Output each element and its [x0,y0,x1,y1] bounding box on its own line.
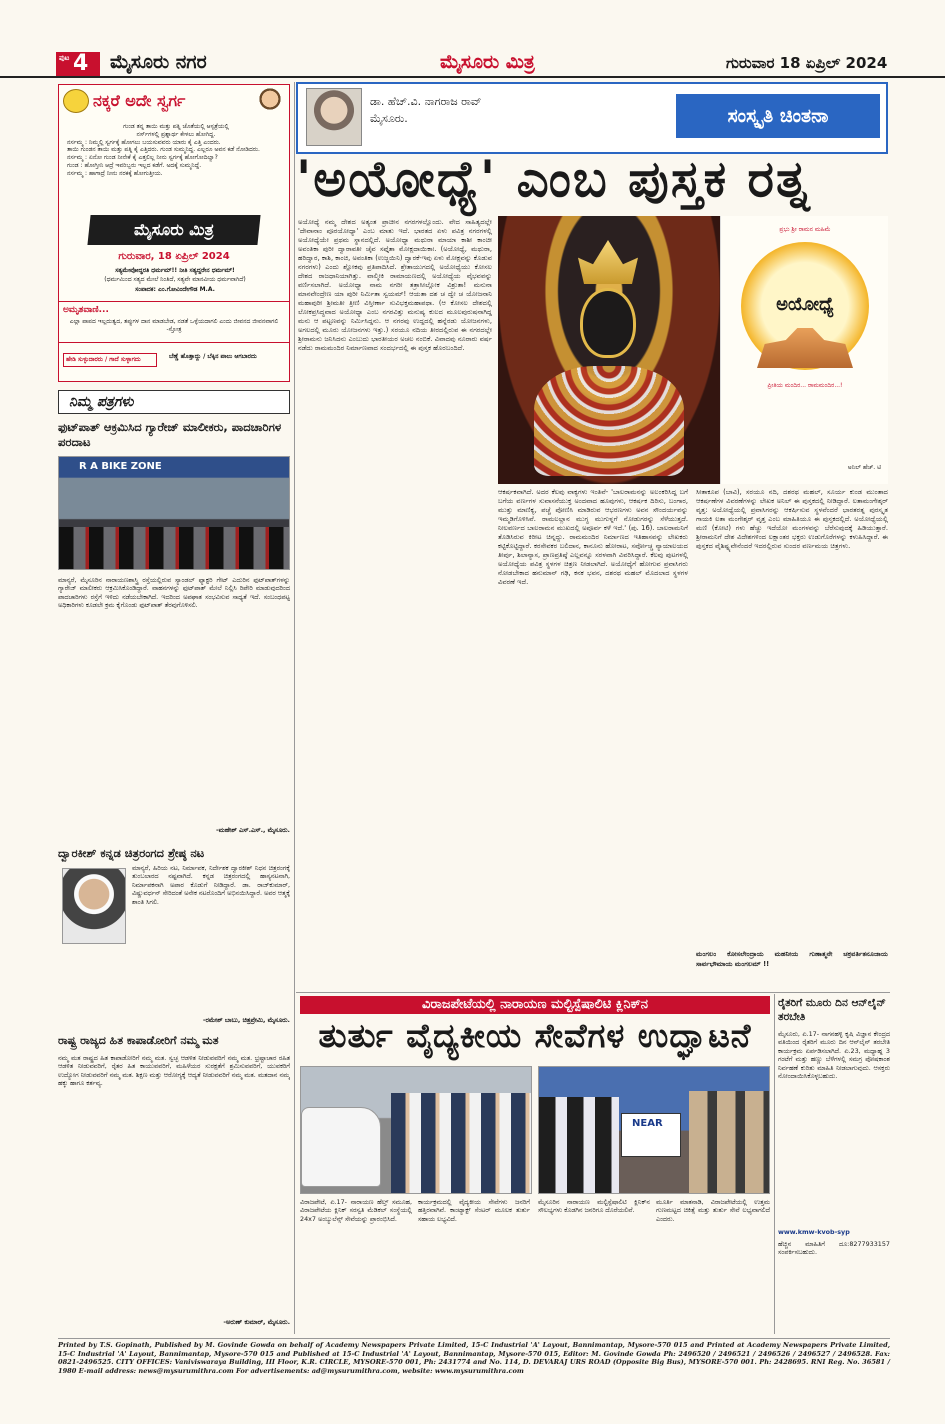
dwarakish-photo [62,868,126,944]
article-closing: ಮಂಗಲಂ ಕೋಸಲೇಂದ್ರಾಯ ಮಹನೀಯ ಗುಣಾತ್ಮನೇ ಚಕ್ರವರ್ತಿತನೂಜಾಯ ಸಾರ್ವಭೌಮಾಯ ಮಂಗಲಮ್ !! [696,950,888,968]
book-top-text: ಪ್ರಭು ಶ್ರೀ ರಾಮನ ಮಹಿಮೆ [779,226,831,233]
masthead-box-name: ಮೈಸೂರು ಮಿತ್ರ [133,220,215,239]
masthead-box-editor: ಸಂಪಾದಕ: ಎಂ.ಗೋವಿಂದೇಗೌಡ M.A. [135,286,215,293]
book-cover [720,216,888,484]
book-title: ಅಯೋಧ್ಯೆ [776,294,834,315]
page-number: 4 [73,51,89,76]
author-city: ಮೈಸೂರು. [370,112,408,125]
section-tag: ಸಂಸ್ಕೃತಿ ಚಿಂತನಾ [676,94,880,138]
paper-date: ಗುರುವಾರ 18 ಏಪ್ರಿಲ್ 2024 [726,54,888,72]
humor-line: ಗುಂಡ ತನ್ನ ತಾಯಿ ಮತ್ತು ಪತ್ನಿ ಜೊತೆಯಲ್ಲಿ ಆಸ್ಪತ್ರೆಯಲ್ಲಿ [123,123,229,130]
people-group-2 [539,1097,619,1194]
proverb-right: ಬೆಣ್ಣೆ ಹೊತ್ತಾದ್ದು / ಬೆಕ್ಕಿನ ಪಾಲು ಆಗಬಾರದು [169,353,257,360]
farmers-headline: ರೈತರಿಗೆ ಮೂರು ದಿನ ಆನ್‌ಲೈನ್ ತರಬೇತಿ [778,997,886,1023]
cartoon-icon [255,87,285,117]
smiley-icon [63,89,89,113]
clinic-photo-inauguration [538,1066,770,1194]
page-word: ಪುಟ [59,54,70,62]
garland-shape [534,366,684,476]
page-number-badge [56,52,100,76]
crown-shape [578,240,638,284]
near-board [621,1113,681,1157]
clinic-col-2: ಕಾರ್ಯಕ್ರಮದಲ್ಲಿ ವೈದ್ಯಕೀಯ ಸೇವೆಗಳು ಜನರಿಗೆ ಹತ್ತಿರವಾಗಿವೆ. ಕಾಂಟ್ಯಾಕ್ಟ್ ಸೆಂಟರ್ ಮೂಲಕ ತುರ್ತು ಸಹಾಯ ಲಭ್ಯವಿದೆ. [418,1198,530,1223]
paper-name: ಮೈಸೂರು ಮಿತ್ರ [440,51,535,73]
people-group-3 [689,1091,770,1194]
farmers-body: ಮೈಸೂರು, ಏ.17- ನಾಗನಹಳ್ಳಿ ಕೃಷಿ ವಿಜ್ಞಾನ ಕೇಂದ್ರದ ವತಿಯಿಂದ ರೈತರಿಗೆ ಮೂರು ದಿನ ಆನ್‌ಲೈನ್ ತರಬೇತಿ ಕಾರ್ಯಕ್ರಮ ಏರ್ಪಡಿಸಲಾಗಿದೆ. ಏ.23, ಮಧ್ಯಾಹ್ನ 3 ಗಂಟೆಗೆ ಮತ್ತು ಹಣ್ಣು ಬೆಳೆಗಳಲ್ಲಿ ಸಮಗ್ರ ಪೋಷಕಾಂಶ ನಿರ್ವಹಣೆ ಕುರಿತು ಮಾಹಿತಿ ನೀಡಲಾಗುವುದು. ಆಸಕ್ತರು ನೋಂದಾಯಿಸಿಕೊಳ್ಳಬಹುದು. [778,1030,890,1081]
letters-section-label: ನಿಮ್ಮ ಪತ್ರಗಳು [69,394,134,410]
masthead-box-line1: ಸತ್ಯಮೇವೋದ್ಧರತಿ ಧರ್ಮಮ್!! ನೀತಿ ಸತ್ಯದ್ದರೇನ ಧರ್ಮಮ್! [115,267,235,274]
idol-face [580,288,636,358]
farmers-contact: ಹೆಚ್ಚಿನ ಮಾಹಿತಿಗೆ ದೂ:8277933157 ಸಂಪರ್ಕಿಸಬಹುದು. [778,1240,890,1257]
ram-lalla-idol-image [498,216,720,484]
author-info [370,93,481,127]
ambulance-shape [301,1107,381,1187]
letters-section-title [58,390,290,414]
letter-body-1: ಮಾನ್ಯರೆ, ಮೈಸೂರಿನ ನಾರಾಯಣಶಾಸ್ತ್ರಿ ರಸ್ತೆಯಲ್ಲಿರುವ ಸ್ಯಾಂಡಲ್ ಫ್ಯಾಕ್ಟರಿ ಗೇಟ್ ಎದುರಿನ ಫುಟ್‌ಪಾತ್‌ಗಳನ್ನು ಗ್ಯಾರೇಜ್ ಮಾಲೀಕರು ಆಕ್ರಮಿಸಿಕೊಂಡಿದ್ದಾರೆ. ವಾಹನಗಳನ್ನು ಫುಟ್‌ಪಾತ್ ಮೇಲೆ ನಿಲ್ಲಿಸಿ ರಿಪೇರಿ ಮಾಡುವುದರಿಂದ ಪಾದಚಾರಿಗಳು ರಸ್ತೆಗೆ ಇಳಿದು ನಡೆಯಬೇಕಾಗಿದೆ. ಇದರಿಂದ ಅಪಘಾತ ಸಂಭವಿಸುವ ಸಾಧ್ಯತೆ ಇದೆ. ಸಂಬಂಧಪಟ್ಟ ಅಧಿಕಾರಿಗಳು ಕೂಡಲೇ ಕ್ರಮ ಕೈಗೊಂಡು ಫುಟ್‌ಪಾತ್ ತೆರವುಗೊಳಿಸಲಿ. [58,576,290,610]
clinic-col-1: ವಿರಾಜಪೇಟೆ, ಏ.17- ನಾರಾಯಣ ಹೆಲ್ತ್ ಸಮೂಹ, ವಿರಾಜಪೇಟೆಯ ಕ್ಲಿನಿಕ್ ಸರಸ್ವತಿ ಮೆಡಿಕಲ್ ಸಂಸ್ಥೆಯಲ್ಲಿ 24x7 ಅಂಬ್ಯುಲೆನ್ಸ್ ಸೇವೆಯನ್ನು ಪ್ರಾರಂಭಿಸಿದೆ. [300,1198,412,1223]
clinic-headline: ತುರ್ತು ವೈದ್ಯಕೀಯ ಸೇವೆಗಳ ಉದ್ಘಾಟನೆ [318,1016,752,1055]
amrutavani-title: ಅಮೃತವಾಣಿ... [63,305,109,315]
letter-sign-2: -ರಮೇಶ್ ಬಾಬು, ಚಿತ್ರಪ್ರೇಮಿ, ಮೈಸೂರು. [202,1016,290,1024]
clinic-col-3: ಮೈಸೂರಿನ ನಾರಾಯಣ ಮಲ್ಟಿಸ್ಪೆಷಾಲಿಟಿ ಕ್ಲಿನಿಕ್‌ನ ಸೌಲಭ್ಯಗಳು ಕೊಡಗಿನ ಜನರಿಗೂ ದೊರೆಯಲಿವೆ. [538,1198,650,1215]
proverb-left: ಹೇಡಿ ಸುಳ್ಳುದಾರರು / ಗಾದೆ ಸುಳ್ಳಾಗದು [63,353,157,367]
clinic-col-4: ಮೂರ್ತಿ ಮಾತನಾಡಿ, ವಿರಾಜಪೇಟೆಯಲ್ಲಿ ಉತ್ತಮ ಗುಣಮಟ್ಟದ ಚಿಕಿತ್ಸೆ ಮತ್ತು ತುರ್ತು ಸೇವೆ ಲಭ್ಯವಾಗಲಿದೆ ಎಂದರು. [656,1198,770,1223]
garage-sign: R A BIKE ZONE [79,461,162,472]
letter-body-2: ಮಾನ್ಯರೆ, ಹಿರಿಯ ನಟ, ನಿರ್ಮಾಪಕ, ನಿರ್ದೇಶಕ ದ್ವಾರಕೀಶ್ ನಿಧನ ಚಿತ್ರರಂಗಕ್ಕೆ ತುಂಬಲಾರದ ನಷ್ಟವಾಗಿದೆ. ಕನ್ನಡ ಚಿತ್ರರಂಗದಲ್ಲಿ ಹಾಸ್ಯನಟನಾಗಿ, ನಿರ್ಮಾಪಕನಾಗಿ ಅಪಾರ ಕೊಡುಗೆ ನೀಡಿದ್ದಾರೆ. ಡಾ. ರಾಜ್‌ಕುಮಾರ್, ವಿಷ್ಣುವರ್ಧನ್ ಸೇರಿದಂತೆ ಅನೇಕ ನಟರೊಂದಿಗೆ ಅಭಿನಯಿಸಿದ್ದಾರೆ. ಅವರ ಆತ್ಮಕ್ಕೆ ಶಾಂತಿ ಸಿಗಲಿ. [132,864,290,906]
humor-line: ಗುಂಡ : ಹೋಗ್ತೀನಿ ಆದ್ರೆ ಇವರಿಬ್ಬರು ಇಲ್ಲದ ಕಡೆಗೆ. ಅದಕ್ಕೆ ಸುಮ್ಮನಿದ್ದೆ. [67,161,202,169]
masthead-box [87,215,260,245]
bike-shapes [59,527,290,570]
humor-box [58,84,290,382]
farmers-link[interactable]: www.kmw-kvob-syp [778,1228,850,1236]
humor-line: ನರ್ಸ್‌ಗಳಲ್ಲಿ ಪ್ರಶ್ನಾರ್ಥ ಕೇಳಲು ಹೋಗಿದ್ದ. [136,130,216,138]
book-author: ಅನಿಲ್ ಹೆಚ್. ಟಿ [847,464,881,471]
article-col-2: ಆಕರ್ಷಕವಾಗಿದೆ. ಅದರ ಕೆಲವು ವಾಕ್ಯಗಳು ಇಂತಿವೆ- 'ಬಾಲರಾಮನನ್ನು ಅಲಂಕರಿಸಿದ್ದ ಬಗೆ ಬಗೆಯ ವರ್ಣಗಳ ಸುವಾಸನೆಯುಕ್ತ ಅಂದವಾದ ಹೂವುಗಳು, ಆಕರ್ಷಕ ದಿರಿಸು, ಬಂಗಾರ, ಮುತ್ತು ಮಾಣಿಕ್ಯ, ಪಚ್ಚೆ ಪೋಣಿಸಿ ಮಾಡಿರುವ ಆಭರಣಗಳು ಅವನ ಸೌಂದರ್ಯವನ್ನು ಇಮ್ಮಡಿಗೊಳಿಸಿವೆ. ರಾಮಲಲ್ಲಾನ ಮುಗ್ಧ ಮುಗುಳ್ನಗೆ ನೋಡುಗರನ್ನು ಸೆಳೆಯುತ್ತದೆ. ನೀಲವರ್ಣದ ಬಾಲರಾಮನ ಮುಖದಲ್ಲಿ ಅಪೂರ್ವ ಕಳೆ ಇದೆ.' (ಪು. 16). ಬಾಲರಾಮನಿಗೆ ತೊಡಿಸಿರುವ ಕಿರೀಟ ಚಿನ್ನದ್ದು. ರಾಮಮಂದಿರ ನಿರ್ಮಾಣದ ಇತಿಹಾಸವನ್ನು ಲೇಖಕರು ಕಟ್ಟಿಕೊಟ್ಟಿದ್ದಾರೆ. ಕರಸೇವಕರ ಬಲಿದಾನ, ಕಾನೂನು ಹೋರಾಟ, ಸರ್ವೋಚ್ಚ ನ್ಯಾಯಾಲಯದ ತೀರ್ಪು, ಶಿಲಾನ್ಯಾಸ, ಪ್ರಾಣಪ್ರತಿಷ್ಠೆ ಎಲ್ಲವನ್ನೂ ಸರಳವಾಗಿ ವಿವರಿಸಿದ್ದಾರೆ. ಕೆಲವು ಪುಟಗಳಲ್ಲಿ ಅಯೋಧ್ಯೆಯ ಪವಿತ್ರ ಸ್ಥಳಗಳ ಚಿತ್ರಣ ನೀಡಲಾಗಿದೆ. ಅಯೋಧ್ಯೆಗೆ ಹೋಗುವ ಪ್ರವಾಸಿಗರು ನೋಡಬೇಕಾದ ಹನುಮಾನ್ ಗಢಿ, ಕನಕ ಭವನ, ದಶರಥ ಮಹಲ್ ಮೊದಲಾದ ಸ್ಥಳಗಳ ವಿವರಣೆ ಇದೆ. [498,488,688,586]
amrutavani-box [59,301,289,343]
humor-line: ತಾಯಿ ಗುಂಡನ ತಾಯಿ ಮತ್ತು ಪತ್ನಿ ಕೈ ಎತ್ತಿದರು. ಗುಂಡ ಸುಮ್ಮನಿದ್ದ. ಎಲ್ಲರೂ ಅವನ ಕಡೆ ನೋಡಿದರು. [67,146,260,154]
article-headline: 'ಅಯೋಧ್ಯೆ' ಎಂಬ ಪುಸ್ತಕ ರತ್ನ [296,150,812,208]
imprint-footer: Printed by T.S. Gopinath, Published by M. Govinde Gowda on behalf of Academy Newspapers Private Limited, 15-C Industrial 'A' Layout, Bannimantap, Mysore-570 015 and Printed at Academy Newspapers Private Limited, 15-C Industrial 'A' Layout, Bannimantap, Mysore-570 015 and Published at 15-C Industrial 'A' Layout, Bannimantap, Mysore-570 015, Editor: M. Govinde Gowda Ph: 2496520 / 2496521 / 2496526 / 2496527 / 2496528. Fax: 0821-2496525. CITY OFFICES: Vaniviswaraya Building, III Floor, K.R. CIRCLE, MYSORE-570 001, Ph: 2431774 and No. 114, D. DEVARAJ URS ROAD (Opposite Big Bus), MYSORE-570 001. Ph: 2428695. RNI Reg. No. 36581 / 1980 E-mail address: news@mysurumithra.com For advertisements: ad@mysurumithra.com, website: www.mysurumithra.com [58,1338,890,1375]
near-label: NEAR [632,1118,663,1129]
amrutavani-text: ಎಲ್ಲಾ ಪಾಪದ ಇಲ್ಲದುತ್ವದ, ತಪ್ಪುಗಳ ದಾನ ಮಾಡಬೇಡ, ನಡತೆ ಒಳ್ಳೆಯದಾಗಲಿ ಎಂದು ಜೀವನದ ಜೀವನವಾಗಲಿ -ಸ್ತೋತ್ರ [69,318,279,333]
masthead-box-line2: (ಧರ್ಮಮಿಂದ ಸತ್ಯದ ಮೇಲೆ ನಿಂತಿದೆ, ಸತ್ಯವೇ ಮಾನವೀಯ ಧರ್ಮವಾಗಿದೆ) [104,276,246,283]
article-col-1: ಅಯೋಧ್ಯೆ ನಮ್ಮ ದೇಶದ ಅತ್ಯಂತ ಪ್ರಾಚೀನ ನಗರಗಳಲ್ಲೊಂದು. ವೇದ ಸಾಹಿತ್ಯದಲ್ಲೇ 'ದೇವಾನಾಂ ಪೂರಯೋಧ್ಯಾ' ಎಂಬ ಮಾತು ಇದೆ. ಭಾರತದ ಏಳು ಪವಿತ್ರ ನಗರಗಳಲ್ಲಿ ಅಯೋಧ್ಯೆಯೇ ಪ್ರಥಮ ಸ್ಥಾನದಲ್ಲಿದೆ. ಅಯೋಧ್ಯಾ ಮಥುರಾ ಮಾಯಾ ಕಾಶೀ ಕಾಂಚೀ ಅವಂತಿಕಾ ಪುರೀ ದ್ವಾರಾವತೀ ಚೈವ ಸಪ್ತೈತಾ ಮೋಕ್ಷದಾಯಿಕಾಃ. (ಅಯೋಧ್ಯೆ, ಮಥುರಾ, ಹರಿದ್ವಾರ, ಕಾಶಿ, ಕಾಂಚಿ, ಅವಂತಿಕಾ (ಉಜ್ಜಯಿನಿ) ದ್ವಾರಕೆ-ಇವು ಏಳು ಮೋಕ್ಷವನ್ನು ಕೊಡುವ ನಗರಗಳು) ಎಂದು ಶ್ಲೋಕವು ಪ್ರತಿಪಾದಿಸಿದೆ. ಶ್ರೇತಾಯುಗದಲ್ಲಿ ಅಯೋಧ್ಯೆಯು ಕೋಸಲ ದೇಶದ ರಾಜಧಾನಿಯಾಗಿತ್ತು. ವಾಲ್ಮೀಕಿ ರಾಮಾಯಣದಲ್ಲಿ ಅಯೋಧ್ಯೆಯ ವೈಭವವನ್ನು ವರ್ಣಿಸಲಾಗಿದೆ. ಅಯೋಧ್ಯಾ ನಾಮ ನಗರೀ ತತ್ರಾಸೀಲ್ಲೋಕ ವಿಶ್ರುತಾ! ಮನುನಾ ಮಾನವೇಂದ್ರೇಣ ಯಾ ಪುರೀ ನಿರ್ಮಿತಾ ಸ್ವಯಮ್! ಆಯತಾ ದಶ ಚ ದ್ವೇ ಚ ಯೋಜನಾನಿ ಮಹಾಪುರೀ ಶ್ರೀಮತೀ ತ್ರೀಣಿ ವಿಸ್ತೀರ್ಣಾ ಸುವಿಭಕ್ತಮಹಾಪಥಾ. (ಆ ಕೋಸಲ ದೇಶದಲ್ಲಿ ಲೋಕಪ್ರಸಿದ್ಧವಾದ ಅಯೋಧ್ಯಾ ಎಂಬ ನಗರವಿತ್ತು ಮನುಷ್ಯ ಕುಲದ ಮೂಲಪುರುಷನಾಗಿದ್ದ ಮನು ಆ ಪಟ್ಟಣವನ್ನು ನಿರ್ಮಿಸಿದ್ದನು. ಆ ನಗರವು ಉದ್ದದಲ್ಲಿ ಹನ್ನೆರಡು ಯೋಜನಗಳು, ಅಗಲದಲ್ಲಿ ಮೂರು ಯೋಜನಗಳು ಇತ್ತು.) ಸರಯೂ ನದಿಯ ತೀರದಲ್ಲಿರುವ ಈ ನಗರದಲ್ಲೇ ಶ್ರೀರಾಮನು ಜನಿಸಿದನು ಎಂಬುದು ಭಾರತೀಯರ ಅಚಲ ನಂಬಿಕೆ. ವಿವಾದವು ನೂರಾರು ವರ್ಷ ನಡೆದು ರಾಮಮಂದಿರ ನಿರ್ಮಾಣವಾದ ಸಂದರ್ಭದಲ್ಲಿ ಈ ಪುಸ್ತಕ ಹೊರಬಂದಿದೆ. [298,218,492,352]
book-subtitle: ಪ್ರೀತಿಯ ಮಂದಿರ... ರಾಮಮಂದಿರ...! [767,382,843,389]
row-divider [296,992,890,993]
section-name: ಮೈಸೂರು ನಗರ [110,51,207,73]
masthead-box-date: ಗುರುವಾರ, 18 ಏಪ್ರಿಲ್ 2024 [118,251,230,262]
column-divider [294,82,295,1334]
garage-photo [58,456,290,570]
clinic-kicker: ವಿರಾಜಪೇಟೆಯಲ್ಲಿ ನಾರಾಯಣ ಮಲ್ಟಿಸ್ಪೆಷಾಲಿಟಿ ಕ್ಲಿನಿಕ್‌ನ [300,996,770,1014]
humor-line: ನರ್ಸಮ್ಮ : ಹಾಗಾದ್ರೆ ನೀನು ನರಕಕ್ಕೆ ಹೋಗುತ್ತೀಯ. [67,169,163,177]
humor-title: ನಕ್ಕರೆ ಅದೇ ಸ್ವರ್ಗ [93,91,186,110]
article-col-3: ಸೀತಾಕೂಪ (ಬಾವಿ), ಸರಯೂ ನದಿ, ದಶರಥ ಮಹಲ್, ಸೂರ್ಯ ಕುಂಡ ಮುಂತಾದ ಆಕರ್ಷಣೆಗಳ ವಿವರಣೆಗಳನ್ನು ಲೇಖಕ ಅನಿಲ್ ಈ ಪುಸ್ತಕದಲ್ಲಿ ನೀಡಿದ್ದಾರೆ. ಲತಾಮಂಗೇಶ್ಕರ್ ವೃತ್ತ: ಅಯೋಧ್ಯೆಯಲ್ಲಿ ಪ್ರವಾಸಿಗರನ್ನು ಆಕರ್ಷಿಸುವ ಸ್ಥಳವೆಂದರೆ ಭಾರತರತ್ನ ಪುರಸ್ಕೃತ ಗಾಯಕಿ ಲತಾ ಮಂಗೇಶ್ಕರ್ ವೃತ್ತ ಎಂಬ ಮಾಹಿತಿಯೂ ಈ ಪುಸ್ತಕದಲ್ಲಿದೆ. ಅಯೋಧ್ಯೆಯಲ್ಲಿ ಮಣಿ (ಕೋಟಿ) ಗಳು ಹೆಚ್ಚು ಇದೆಯೋ ಮಂಗಳವನ್ನು ಬೆರೆಸುವುದಕ್ಕೆ ಹಿಡಿಯುತ್ತಾರೆ. ಶ್ರೀರಾಮನಿಗೆ ದೇಶ ವಿದೇಶಗಳಿಂದ ಲಕ್ಷಾಂತರ ಭಕ್ತರು ಉಡುಗೊರೆಗಳನ್ನು ಕಳುಹಿಸಿದ್ದಾರೆ. ಈ ಪುಸ್ತಕದ ವೈಶಿಷ್ಟ್ಯವೇನೆಂದರೆ ಇದರಲ್ಲಿರುವ ಸುಂದರ ವರ್ಣಮಯ ಚಿತ್ರಗಳು. [696,488,888,550]
letter-headline-1: ಫುಟ್‌ಪಾತ್ ಆಕ್ರಮಿಸಿದ ಗ್ಯಾರೇಜ್ ಮಾಲೀಕರು, ಪಾದಚಾರಿಗಳ ಪರದಾಟ [58,420,282,449]
humor-text [67,123,285,178]
clinic-photo-ambulance [300,1066,532,1194]
letter-headline-3: ರಾಷ್ಟ್ರ ರಾಜ್ಯದ ಹಿತ ಕಾಪಾಡೋರಿಗೆ ನಮ್ಮ ಮತ [58,1034,219,1047]
people-group [391,1093,531,1193]
column-divider [774,994,775,1334]
author-photo [306,88,362,146]
letter-sign-3: -ಅರುಣ್ ಕುಮಾರ್, ಮೈಸೂರು. [223,1318,290,1326]
proverb-box [59,347,289,379]
letter-sign-1: -ಮಹೇಶ್ ಎಸ್.ಎಸ್., ಮೈಸೂರು. [215,826,290,834]
author-name: ಡಾ. ಹೆಚ್.ವಿ. ನಾಗರಾಜ ರಾವ್ [370,95,482,108]
letter-body-3: ನಮ್ಮ ಮತ ರಾಷ್ಟ್ರದ ಹಿತ ಕಾಪಾಡೋರಿಗೆ ನಮ್ಮ ಮತ. ಸ್ವಚ್ಛ ಆಡಳಿತ ನೀಡುವವರಿಗೆ ನಮ್ಮ ಮತ. ಭ್ರಷ್ಟಾಚಾರ ರಹಿತ ಆಡಳಿತ ನೀಡುವವರಿಗೆ, ರೈತರ ಹಿತ ಕಾಯುವವರಿಗೆ, ಮಹಿಳೆಯರ ಸುರಕ್ಷತೆಗೆ ಶ್ರಮಿಸುವವರಿಗೆ, ಯುವಕರಿಗೆ ಉದ್ಯೋಗ ನೀಡುವವರಿಗೆ ನಮ್ಮ ಮತ. ಶಿಕ್ಷಣ ಮತ್ತು ಆರೋಗ್ಯಕ್ಕೆ ಆದ್ಯತೆ ನೀಡುವವರಿಗೆ ನಮ್ಮ ಮತ. ಮತದಾನ ನಮ್ಮ ಹಕ್ಕು ಹಾಗೂ ಕರ್ತವ್ಯ. [58,1054,290,1088]
humor-line: ನರ್ಸಮ್ಮ : ಏನೋ ಗುಂಡ ನೀನೇಕೆ ಕೈ ಎತ್ತಲಿಲ್ಲ ನೀನು ಸ್ವರ್ಗಕ್ಕೆ ಹೋಗೋದಿಲ್ವಾ? [67,154,218,162]
letter-headline-2: ದ್ವಾರಕೀಶ್ ಕನ್ನಡ ಚಿತ್ರರಂಗದ ಶ್ರೇಷ್ಠ ನಟ [58,846,205,860]
humor-line: ನರ್ಸಮ್ಮ : ನಿಮ್ಮಲ್ಲಿ ಸ್ವರ್ಗಕ್ಕೆ ಹೋಗಲು ಬಯಸುವವರು ಯಾರು ಕೈ ಎತ್ತಿ ಎಂದರು. [67,138,221,146]
